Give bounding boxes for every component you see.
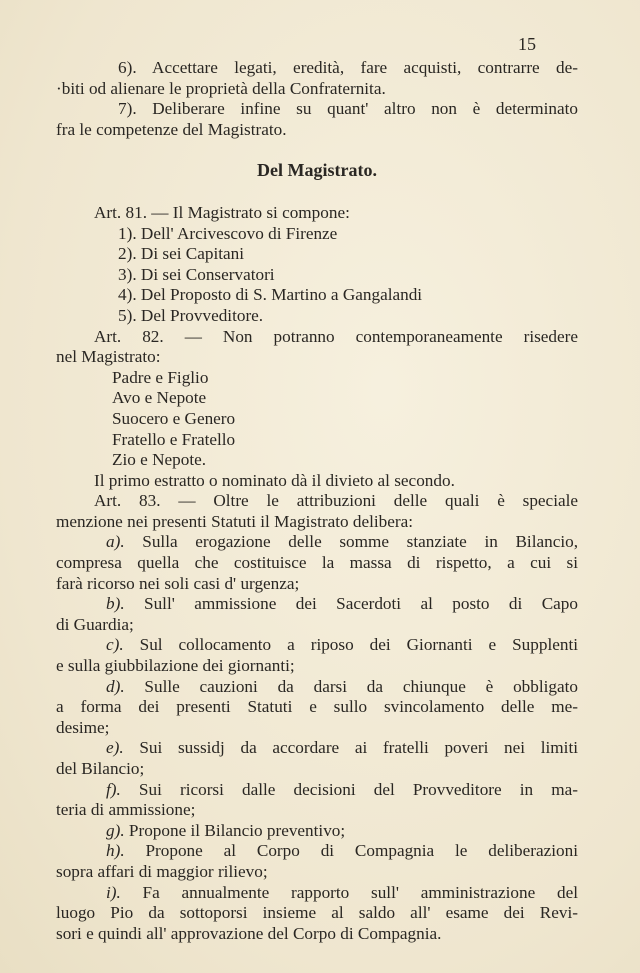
text-line [56, 532, 578, 553]
line-text: Fa annualmente rapporto sull' amministrazione del [120, 882, 578, 902]
magistrato-articles [56, 203, 578, 944]
line-text: Fratello e Fratello [112, 429, 236, 449]
text-line [56, 800, 578, 821]
list-label: g). [106, 820, 125, 840]
text-line [56, 244, 578, 265]
list-label: f). [106, 779, 121, 799]
text-line [56, 491, 578, 512]
preceding-articles [56, 58, 578, 140]
list-label: c). [106, 635, 124, 655]
text-line [56, 368, 578, 389]
line-text: Sulla erogazione delle somme stanziate in Bilancio, [124, 532, 578, 552]
line-text: teria di ammissione; [56, 800, 196, 820]
text-line [56, 79, 578, 100]
text-line [56, 471, 578, 492]
text-line [56, 677, 578, 698]
line-text: 5). Del Provveditore. [118, 305, 264, 325]
line-text: 7). Deliberare infine su quant' altro non è determinato [118, 99, 578, 119]
text-line [56, 841, 578, 862]
list-label: d). [106, 676, 125, 696]
page-number: 15 [518, 34, 536, 54]
line-text: ·biti od alienare le proprietà della Confraternita. [56, 78, 386, 98]
text-line [56, 99, 578, 120]
text-line [56, 553, 578, 574]
line-text: Sui ricorsi dalle decisioni del Provveditore in ma- [120, 779, 578, 799]
line-text: luogo Pio da sottoporsi insieme al saldo all' esame dei Revi- [56, 903, 578, 923]
text-line [56, 574, 578, 595]
text-line [56, 450, 578, 471]
list-label: e). [106, 738, 124, 758]
line-text: 6). Accettare legati, eredità, fare acquisti, contrarre de- [118, 58, 578, 77]
text-line [56, 697, 578, 718]
line-text: Propone il Bilancio preventivo; [124, 820, 346, 840]
line-text: Sul collocamento a riposo dei Giornanti e Supplenti [123, 635, 578, 655]
text-line [56, 203, 578, 224]
text-line [56, 615, 578, 636]
text-line [56, 738, 578, 759]
text-line [56, 388, 578, 409]
text-line [56, 635, 578, 656]
line-text: Sulle cauzioni da darsi da chiunque è obbligato [124, 676, 578, 696]
text-line [56, 265, 578, 286]
line-text: compresa quella che costituisce la massa di rispetto, a cui si [56, 553, 578, 573]
text-line [56, 903, 578, 924]
line-text: Avo e Nepote [112, 388, 207, 408]
line-text: di Guardia; [56, 614, 134, 634]
line-text: menzione nei presenti Statuti il Magistrato delibera: [56, 511, 414, 531]
text-line [56, 821, 578, 842]
text-line [56, 780, 578, 801]
line-text: desime; [56, 717, 110, 737]
text-line [56, 347, 578, 368]
list-label: a). [106, 532, 125, 552]
line-text: sopra affari di maggior rilievo; [56, 861, 268, 881]
text-line [56, 409, 578, 430]
line-text: Suocero e Genero [112, 408, 236, 428]
line-text: Propone al Corpo di Compagnia le deliberazioni [124, 841, 578, 861]
line-text: Sull' ammissione dei Sacerdoti al posto di Capo [124, 594, 578, 614]
text-line [56, 759, 578, 780]
line-text: del Bilancio; [56, 759, 145, 778]
line-text: e sulla giubbilazione dei giornanti; [56, 656, 295, 676]
line-text: sori e quindi all' approvazione del Corpo di Compagnia. [56, 923, 442, 943]
text-line [56, 430, 578, 451]
text-line [56, 656, 578, 677]
line-text: Padre e Figlio [112, 367, 209, 387]
line-text: farà ricorso nei soli casi d' urgenza; [56, 573, 300, 593]
line-text: nel Magistrato: [56, 347, 161, 367]
text-line [56, 924, 578, 945]
list-label: h). [106, 841, 125, 861]
text-line [56, 306, 578, 327]
line-text: 1). Dell' Arcivescovo di Firenze [118, 223, 338, 243]
page-text [56, 58, 578, 944]
line-text: Art. 82. — Non potranno contemporaneamente risedere [94, 326, 578, 346]
line-text: Zio e Nepote. [112, 450, 207, 470]
line-text: Il primo estratto o nominato dà il divieto al secondo. [94, 470, 455, 490]
text-line [56, 285, 578, 306]
text-line [56, 594, 578, 615]
text-line [56, 224, 578, 245]
text-line [56, 327, 578, 348]
text-line [56, 883, 578, 904]
text-line [56, 120, 578, 141]
line-text: Sui sussidj da accordare ai fratelli poveri nei limiti [123, 738, 578, 758]
text-line [56, 862, 578, 883]
text-line [56, 718, 578, 739]
line-text: 2). Di sei Capitani [118, 244, 245, 264]
line-text: 4). Del Proposto di S. Martino a Gangalandi [118, 285, 423, 305]
line-text: a forma dei presenti Statuti e sullo svincolamento delle me- [56, 697, 578, 717]
section-heading: Del Magistrato. [257, 160, 377, 181]
line-text: Art. 81. — Il Magistrato si compone: [94, 202, 350, 222]
list-label: b). [106, 594, 125, 614]
text-line [56, 512, 578, 533]
list-label: i). [106, 882, 121, 902]
text-line [56, 58, 578, 79]
line-text: 3). Di sei Conservatori [118, 264, 275, 284]
line-text: Art. 83. — Oltre le attribuzioni delle quali è speciale [94, 491, 578, 511]
line-text: fra le competenze del Magistrato. [56, 119, 287, 139]
